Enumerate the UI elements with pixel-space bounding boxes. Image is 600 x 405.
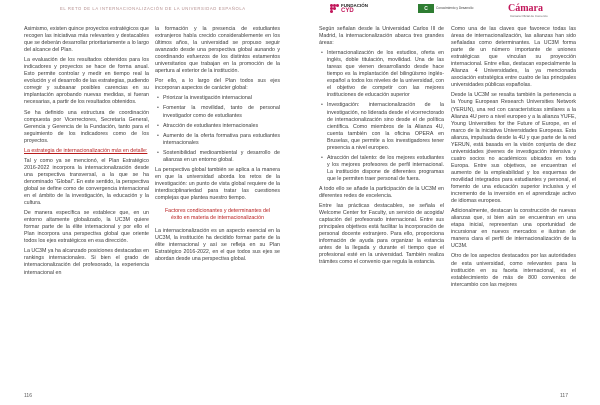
bullet-list	[319, 50, 444, 183]
running-title: EL RETO DE LA INTERNACIONALIZACIÓN DE LA UNIVERSIDAD ESPAÑOLA	[60, 6, 246, 11]
paragraph: La evaluación de los resultados obtenidos para los indicadores y proyectos se hace de forma anual. Esto permite controlar y medir en tiempo real la evolución y el desarrollo de las estrategias, pudiendo corregir y subsanar posibles carencias en su implantación aprobando nuevas medidas, si fueran necesarias, a partir de los resultados obtenidos.	[24, 57, 149, 106]
column-3	[319, 26, 444, 270]
paragraph: La perspectiva global también se aplica a la manera en que la universidad aborda los retos de la investigación: un punto de vista global requiere de la interdisciplinariedad para tratar las cuestiones complejas que plantea nuestro tiempo.	[155, 166, 280, 201]
paragraph: Según señalan desde la Universidad Carlos III de Madrid, la internacionalización abarca tres grandes áreas:	[319, 26, 444, 47]
page-number-left: 116	[24, 393, 32, 399]
partner-mark-icon: C	[418, 4, 434, 13]
partner-logo-text: Conocimiento y Desarrollo	[436, 5, 474, 10]
paragraph: Se ha definido una estructura de coordinación compuesta por Vicerrectores, Secretaría General, Gerencia y Gerencia de la Fundación, tanto para el seguimiento de los indicadores como de los proyectos.	[24, 109, 149, 144]
paragraph: La UC3M ya ha alcanzado posiciones destacadas en rankings internacionales. Si bien el grado de internacionalización del profesorado, la experiencia internacional en	[24, 248, 149, 276]
section-heading: La estrategia de internacionalización más en detalle:	[24, 147, 148, 154]
list-item: • Fomentar la movilidad, tanto de personal investigador como de estudiantes	[155, 105, 280, 119]
fundacion-cyd-logo	[330, 3, 368, 14]
paragraph: A todo ello se añade la participación de la UC3M en diferentes redes de excelencia.	[319, 185, 444, 200]
camara-logo-name: Cámara	[508, 3, 543, 14]
paragraph: Adicionalmente, destacan la construcción de nuevas alianzas que, si bien aún se encuentran en una etapa inicial, representan una oportunidad de incursionar en nuevos mercados e ilustran de manera clara el perfil de internacionalización de la UC3M.	[451, 208, 576, 250]
page-header	[0, 0, 600, 20]
paragraph: Entre las prácticas destacables, se señala el Welcome Center for Faculty, un servicio de acogida/ captación del profesorado internacional. Entre sus principales objetivos está facilitar la incorporación de personal docente extranjero. Para ello, proporciona información de ayuda para organizar la estancia antes de la llegada y durante el tiempo que el profesional esté en la universidad. También realiza trámites como el convenio que regula la estancia.	[319, 203, 444, 266]
list-item: • Sostenibilidad medioambiental y desarrollo de alianzas en un entorno global.	[155, 150, 280, 164]
list-item: • Investigación: internacionalización de la investigación, no liderada desde el vicerrectorado de internacionalización sino desde el de política científica. Como miembros de la Alianza 4U, cuenta también con la oficina OPERA en Bruselas, que permite a los investigadores tener presencia a nivel europeo.	[319, 102, 444, 151]
bullet-list	[155, 95, 280, 163]
list-item: • Priorizar la investigación internacional	[155, 95, 280, 102]
list-item: • Aumento de la oferta formativa para estudiantes internacionales	[155, 133, 280, 147]
camara-logo	[508, 3, 548, 18]
paragraph: la formación y la presencia de estudiantes extranjeros había crecido considerablemente en los últimos años, la universidad se propuso seguir avanzado desde una perspectiva global aunando y coordinando esfuerzos de los distintos estamentos universitarios que trabajan en la promoción de la apertura al exterior de la institución.	[155, 26, 280, 75]
partner-logo	[418, 4, 476, 13]
column-2	[155, 26, 280, 266]
page-number-right: 117	[560, 393, 568, 399]
fundacion-cyd-mark-icon	[330, 4, 339, 13]
camara-logo-sub: Cámara Oficial de Comercio	[510, 14, 548, 18]
list-item: • Internacionalización de los estudios, oferta en inglés, doble titulación, movilidad. Una de las tareas que vienen desarrollando desde hace tiempo es la implantación del bilingüismo inglés-español a todos los niveles de la universidad, con el objetivo de competir con las mejores instituciones de educación superior	[319, 50, 444, 99]
paragraph: Por ello, a lo largo del Plan todos sus ejes incorporan aspectos de carácter global:	[155, 78, 280, 92]
paragraph: Tal y como ya se mencionó, el Plan Estratégico 2016-2022 incorpora la internacionalización desde una perspectiva transversal, a la que se ha denominado “Global”. En este sentido, la perspectiva global se define como de convergencia internacional en el ámbito de la investigación, la educación y la cultura.	[24, 157, 149, 207]
paragraph: Como una de las claves que favorece todas las áreas de internacionalización, las alianzas han sido señaladas como determinantes. La UC3M forma parte de un número importante de uniones estratégicas que vinculan su proyección internacional. Entre ellas, destacan especialmente la Alianza 4 Universidades, la ya mencionada asociación estratégica entre cuatro de las principales universidades públicas españolas.	[451, 26, 576, 89]
list-item: • Atracción de estudiantes internacionales	[155, 123, 280, 130]
column-1	[24, 26, 149, 280]
paragraph: La internacionalización es un aspecto esencial en la UC3M, la institución ha decidido formar parte de la élite internacional y así se refleja en su Plan Estratégico 2016-2022, en el que todos sus ejes se abordan desde una perspectiva global.	[155, 228, 280, 263]
fundacion-label: FUNDACIÓN	[341, 3, 368, 8]
column-4	[451, 26, 576, 292]
paragraph: Desde la UC3M se resalta también la pertenencia a la Young European Research Universities Network (YERUN), una red con características similares a la Alianza 4U pero a nivel europeo y a la alianza YUFE, Young Universities for the Future of Europe, en el marco de la iniciativa Universidades Europeas. Esta alianza, impulsada desde la 4U y que parte de la red YERUN, está basada en la visión conjunta de diez universidades jóvenes de investigación intensiva y cuatro socios no académicos ubicados en toda Europa. Entre sus objetivos, se encuentran el aumento de la empleabilidad y los esquemas de movilidad integrados para estudiantes y personal, el fomento de una educación superior inclusiva y el incremento de la inversión en el aprendizaje activo de idiomas europeos.	[451, 92, 576, 205]
paragraph: Otro de los aspectos destacados por las autoridades de esta universidad, como relevantes para la institución en su faceta internacional, es el establecimiento de más de 800 convenios de intercambio con las mejores	[451, 253, 576, 288]
cyd-label: CYD	[341, 8, 354, 14]
list-item: • Atracción del talento: de los mejores estudiantes y los mejores profesores de perfil internacional. La institución dispone de diferentes programas que le permiten traer personal de fuera.	[319, 155, 444, 183]
paragraph: De manera específica se establece que, en un entorno altamente globalizado, la UC3M quiere formar parte de la élite internacional y por ello el Plan incorpora una perspectiva global que oriente todos los ejes estratégicos en esa dirección.	[24, 210, 149, 245]
callout-heading: Factores condicionantes y determinantes del éxito en materia de internacionalización	[164, 208, 271, 222]
paragraph: Asimismo, existen quince proyectos estratégicos que recogen las iniciativas más relevantes y destacables que se deberán desarrollar prioritariamente a lo largo del alcance del Plan.	[24, 26, 149, 54]
